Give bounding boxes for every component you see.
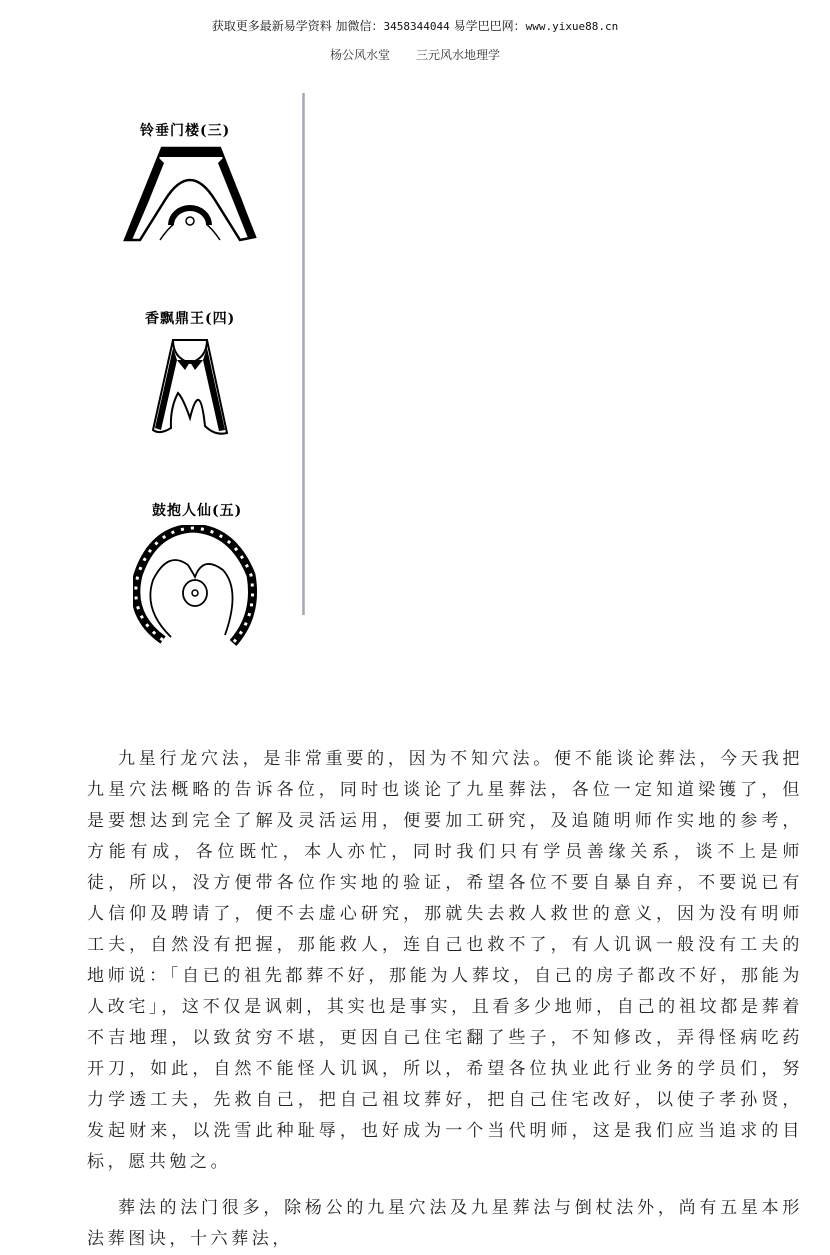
watermark-prefix: 获取更多最新易学资料 加微信： [211, 19, 384, 33]
figure-label-4: 香飘鼎王(四) [145, 311, 236, 327]
page-header [0, 46, 830, 63]
figure-diagram-4 [145, 338, 235, 438]
header-right: 三元风水地理学 [416, 48, 501, 62]
watermark-site-label: 易学巴巴网： [449, 19, 526, 33]
figure-diagram-3 [120, 145, 260, 250]
body-text [87, 744, 803, 1255]
paragraph-1: 九星行龙穴法，是非常重要的，因为不知穴法。便不能谈论葬法，今天我把九星穴法概略的告诉各位，同时也谈论了九星葬法，各位一定知道梁镬了，但是要想达到完全了解及灵活运用，便要加工研究，及追随明师作实地的参考，方能有成，各位既忙，本人亦忙，同时我们只有学员善缘关系，谈不上是师徒，所以，没方便带各位作实地的验证，希望各位不要自暴自弃，不要说已有人信仰及聘请了，便不去虚心研究，那就失去救人救世的意义，因为没有明师工夫，自然没有把握，那能救人，连自己也救不了，有人讥讽一般没有工夫的地师说：「自已的祖先都葬不好，那能为人葬坟，自己的房子都改不好，那能为人改宅」，这不仅是讽刺，其实也是事实，且看多少地师，自己的祖坟都是葬着不吉地理，以致贫穷不堪，更因自己住宅翻了些子，不知修改，弄得怪病吃药开刀，如此，自然不能怪人讥讽，所以，希望各位执业此行业务的学员们，努力学透工夫，先救自己，把自己祖坟葬好，把自己住宅改好，以使子孝孙贤，发起财来，以洗雪此种耻辱，也好成为一个当代明师，这是我们应当追求的目标，愿共勉之。 [87, 749, 803, 1172]
header-left: 杨公风水堂 [329, 48, 390, 62]
figure-diagram-5 [133, 525, 258, 650]
watermark-banner [0, 17, 830, 34]
vertical-divider [302, 93, 305, 615]
figure-label-5: 鼓抱人仙(五) [152, 503, 243, 519]
figure-label-3: 铃垂门楼(三) [140, 123, 231, 139]
paragraph-2: 葬法的法门很多，除杨公的九星穴法及九星葬法与倒杖法外，尚有五星本形法葬图诀，十六葬法， [87, 1198, 803, 1249]
watermark-wechat: 3458344044 [383, 20, 450, 33]
watermark-url: www.yixue88.cn [525, 20, 619, 33]
